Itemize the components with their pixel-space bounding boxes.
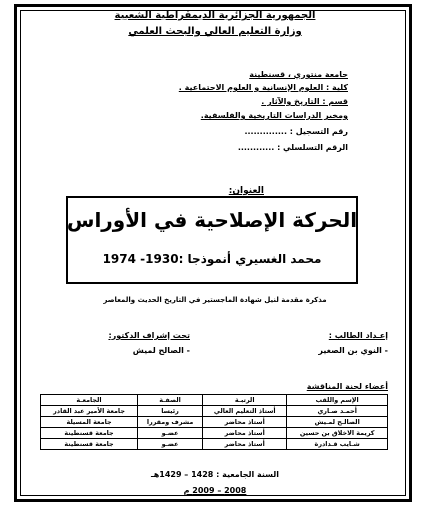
title-label: العنوان: <box>228 186 264 196</box>
table-cell: جامعة قسنطينة <box>41 439 138 450</box>
table-cell: عضـو <box>138 439 203 450</box>
lab-line: ومخبر الدراسات التاريخية والفلسفية. <box>200 111 348 120</box>
table-row <box>41 417 388 428</box>
department-line: قسم : التاريخ والآثار . <box>261 97 348 106</box>
table-row <box>41 439 388 450</box>
table-cell: أحمـد صـاري <box>287 406 388 417</box>
table-cell: جامعة قسنطينة <box>41 428 138 439</box>
table-row <box>41 428 388 439</box>
thesis-title: الحركة الإصلاحية في الأوراس <box>66 208 358 232</box>
table-row <box>41 406 388 417</box>
serial-line: الرقم التسلسلي : ............ <box>237 143 348 152</box>
table-cell: أستاذ محاضر <box>203 439 287 450</box>
table-cell: كريمة الاخلاق بن حسين <box>287 428 388 439</box>
thesis-subtitle: محمد الغسيري أنموذجا :1930- 1974 <box>102 252 322 266</box>
committee-table <box>40 394 388 450</box>
faculty-line: كلية : العلوم الإنسانية و العلوم الاجتماعية . <box>178 83 348 92</box>
table-cell: جامعة الأمير عبد القادر <box>41 406 138 417</box>
column-header: الرتبـة <box>203 395 287 406</box>
supervisor-name: - الصالح لميش <box>132 346 190 355</box>
table-cell: عضـو <box>138 428 203 439</box>
table-cell: مشرف ومقررا <box>138 417 203 428</box>
table-cell: أستاذ التعليم العالي <box>203 406 287 417</box>
registration-line: رقم التسجيل : .............. <box>244 127 348 136</box>
table-header-row <box>41 395 388 406</box>
republic-heading: الجمهورية الجزائرية الديمقراطية الشعبية <box>114 10 316 21</box>
ministry-heading: وزارة التعليم العالي والبحث العلمي <box>128 26 302 37</box>
table-cell: الصالـح لمـيش <box>287 417 388 428</box>
table-cell: رئيسا <box>138 406 203 417</box>
academic-year-hijri: السنة الجامعية : 1428 – 1429هـ <box>150 470 280 479</box>
table-cell: أستاذ محاضر <box>203 428 287 439</box>
column-header: الإسم واللقب <box>287 395 388 406</box>
thesis-note: مذكرة مقدمة لنيل شهادة الماجستير في التاريخ الحديث والمعاصر <box>103 296 327 304</box>
column-header: الصفـة <box>138 395 203 406</box>
student-label: إعـداد الطالب : <box>328 331 388 340</box>
table-cell: جامعة المسيلة <box>41 417 138 428</box>
column-header: الجامعـة <box>41 395 138 406</box>
university-line: جامعة منتوري ، قسنطينة <box>249 70 348 79</box>
academic-year-gregorian: 2008 – 2009 م <box>183 486 247 495</box>
student-name: - النوي بن الصغير <box>318 346 388 355</box>
supervisor-label: تحت إشراف الدكتور: <box>108 331 190 340</box>
table-cell: شـايب قـدادرة <box>287 439 388 450</box>
table-cell: أستاذ محاضر <box>203 417 287 428</box>
committee-label: أعضاء لجنة المناقشة <box>306 382 388 391</box>
